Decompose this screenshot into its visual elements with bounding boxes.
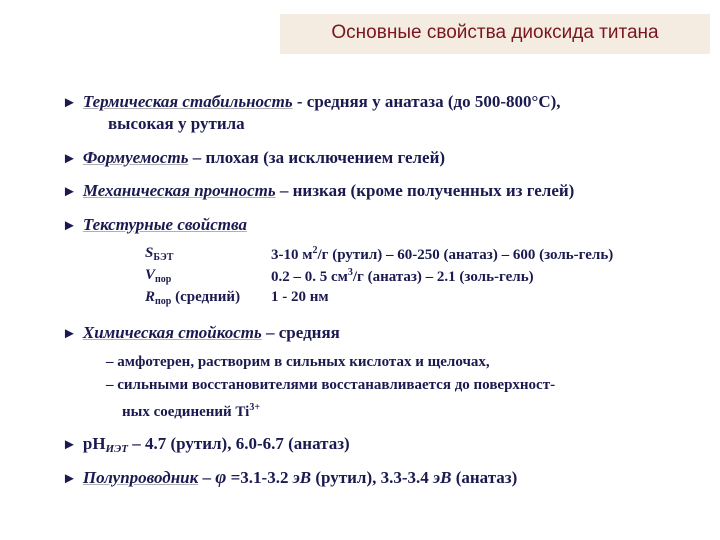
texture-value: 3-10 $м^2/г$ (рутил) – 60-250 (анатаз) – 600 (золь-гель) bbox=[271, 245, 614, 263]
term-formability: Формуемость bbox=[82, 148, 189, 167]
texture-value: 0.2 – 0. 5 $см^3/г$ (анатаз) – 2.1 (золь-гель) bbox=[271, 267, 534, 285]
term-mechanical: Механическая прочность bbox=[82, 181, 276, 200]
texture-label: $V_{пор}$ bbox=[145, 267, 172, 285]
mechanical-text: – низкая (кроме полученных из гелей) bbox=[275, 181, 575, 200]
page-title: Основные свойства диоксида титана bbox=[331, 22, 659, 43]
term-thermal: Термическая стабильность bbox=[82, 92, 293, 111]
bullet-icon: ► bbox=[62, 218, 77, 234]
texture-label: $R_{пор}$ (средний) bbox=[145, 289, 241, 307]
title-box bbox=[280, 14, 710, 54]
ph-label: pH bbox=[82, 434, 106, 453]
texture-label: $S_{БЭТ}$ bbox=[145, 245, 174, 263]
texture-value: 1 - 20 нм bbox=[271, 289, 329, 305]
property-mechanical bbox=[62, 181, 574, 202]
property-semiconductor: ► Полупроводник – φ =3.1-3.2 эВ (рутил), 3.3-3.4 эВ (анатаз) bbox=[62, 467, 518, 488]
thermal-text: - средняя у анатаза (до 500-800°С), bbox=[292, 92, 561, 111]
property-chemical bbox=[62, 323, 340, 344]
term-semiconductor: Полупроводник bbox=[82, 468, 199, 487]
formability-text: – плохая (за исключением гелей) bbox=[188, 148, 446, 167]
chemical-text: – средняя bbox=[261, 323, 340, 342]
property-thermal bbox=[62, 92, 561, 113]
phi-symbol: φ bbox=[215, 467, 227, 488]
bullet-icon: ► bbox=[62, 95, 77, 111]
property-ph bbox=[62, 434, 350, 459]
chem-line-2: – сильными восстановителями восстанавливается до поверхност- bbox=[106, 377, 556, 393]
term-texture: Текстурные свойства bbox=[82, 215, 247, 234]
bullet-icon: ► bbox=[62, 471, 77, 487]
bullet-icon: ► bbox=[62, 184, 77, 200]
ph-text: – 4.7 (рутил), 6.0-6.7 (анатаз) bbox=[127, 434, 350, 453]
chem-line-3: ных соединений $Ti^{3+}$ bbox=[122, 402, 261, 420]
ph-sub: ИЭТ bbox=[105, 443, 128, 455]
bullet-icon: ► bbox=[62, 437, 77, 453]
bullet-icon: ► bbox=[62, 326, 77, 342]
property-texture bbox=[62, 215, 247, 236]
bullet-icon: ► bbox=[62, 151, 77, 167]
term-chemical: Химическая стойкость bbox=[82, 323, 262, 342]
thermal-continuation: высокая у рутила bbox=[108, 114, 245, 133]
property-formability bbox=[62, 148, 445, 169]
chem-line-1: – амфотерен, растворим в сильных кислотах и щелочах, bbox=[106, 354, 490, 370]
